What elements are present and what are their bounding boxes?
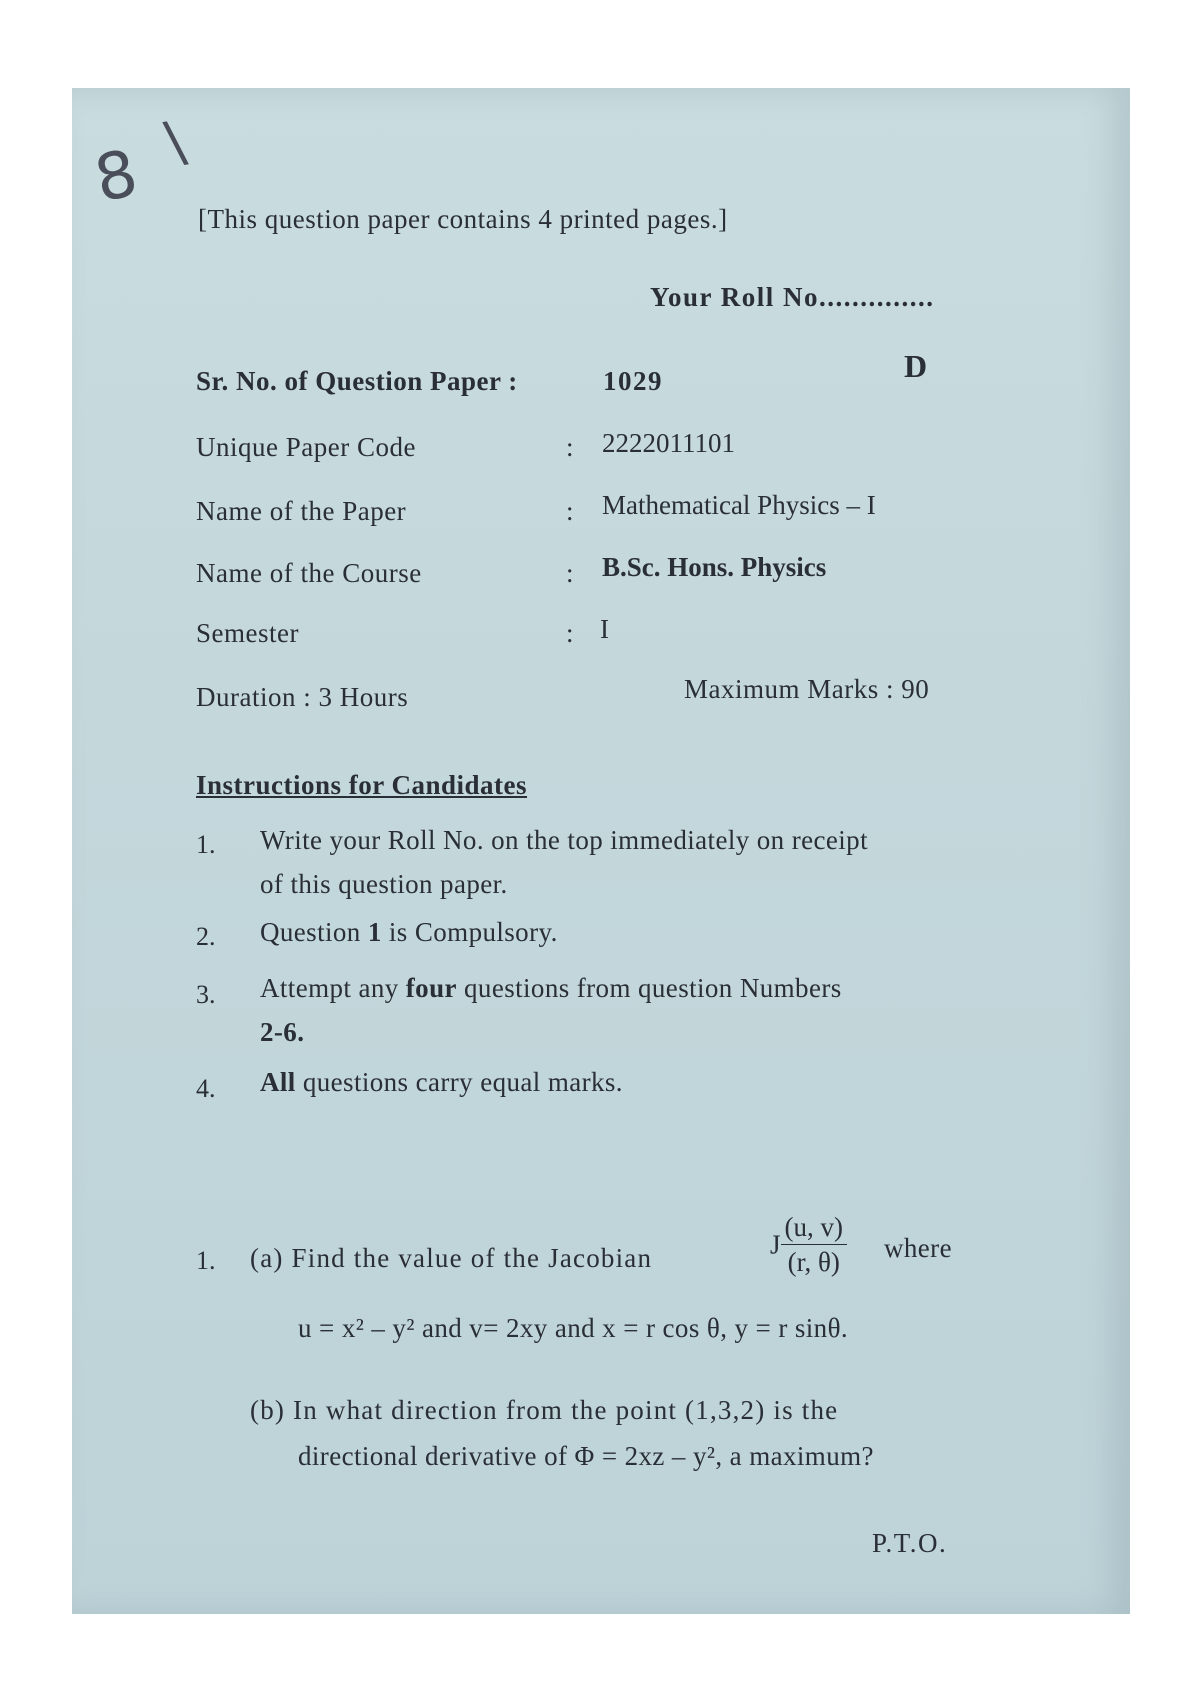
paper-name-label: Name of the Paper	[196, 496, 407, 526]
instruction-number: 1.	[196, 830, 216, 859]
semester-label: Semester	[196, 618, 299, 648]
question-1a-line1: (a) Find the value of the Jacobian	[250, 1243, 653, 1273]
instruction-1-line2: of this question paper.	[260, 869, 508, 899]
instruction-number: 3.	[196, 980, 216, 1009]
course-name-value: B.Sc. Hons. Physics	[602, 552, 827, 582]
pages-note: [This question paper contains 4 printed pages.]	[198, 204, 728, 234]
question-number: 1.	[196, 1246, 216, 1275]
jacobian-expression: J $\frac{(u, v)}{(r, \theta)}$	[770, 1210, 847, 1279]
jacobian-fraction: $\frac{(u, v)}{(r, \theta)}$	[781, 1210, 847, 1279]
instruction-1-line1: Write your Roll No. on the top immediately on receipt	[260, 825, 868, 855]
course-name-label: Name of the Course	[196, 558, 422, 588]
question-1a-where: where	[884, 1233, 952, 1263]
semester-value: I	[600, 614, 609, 644]
instruction-3: Attempt any four questions from question Numbers 2-6.	[260, 966, 842, 1054]
sr-no-value: 1029	[603, 366, 663, 396]
instruction-4: All questions carry equal marks.	[260, 1067, 623, 1097]
set-code: D	[904, 348, 928, 384]
instruction-1	[260, 818, 868, 906]
paper-name-value: Mathematical Physics – I	[602, 490, 876, 520]
pto-note: P.T.O.	[872, 1528, 948, 1558]
semester-colon: :	[566, 618, 574, 648]
instruction-3-line2: 2-6.	[260, 1017, 305, 1047]
question-1b-line2: directional derivative of Φ = 2xz – y², a maximum?	[298, 1441, 874, 1471]
instruction-2: Question 1 is Compulsory.	[260, 917, 558, 947]
question-1a-line2: u = x² – y² and v= 2xy and x = r cos θ, y = r sinθ.	[298, 1313, 849, 1343]
sr-no-label: Sr. No. of Question Paper :	[196, 366, 518, 396]
upc-value: 2222011101	[602, 428, 735, 458]
roll-no-field: Your Roll No..............	[650, 282, 935, 312]
course-name-colon: :	[566, 558, 574, 588]
upc-label: Unique Paper Code	[196, 432, 416, 462]
duration: Duration : 3 Hours	[196, 682, 409, 712]
instruction-number: 4.	[196, 1074, 216, 1103]
upc-colon: :	[566, 432, 574, 462]
instructions-title: Instructions for Candidates	[196, 770, 528, 800]
paper-name-colon: :	[566, 496, 574, 526]
handwritten-mark: 8	[88, 136, 144, 218]
maximum-marks: Maximum Marks : 90	[684, 674, 930, 704]
handwritten-slash: \	[160, 108, 191, 177]
instruction-number: 2.	[196, 922, 216, 951]
question-1b-line1: (b) In what direction from the point (1,3,2) is the	[250, 1395, 839, 1425]
